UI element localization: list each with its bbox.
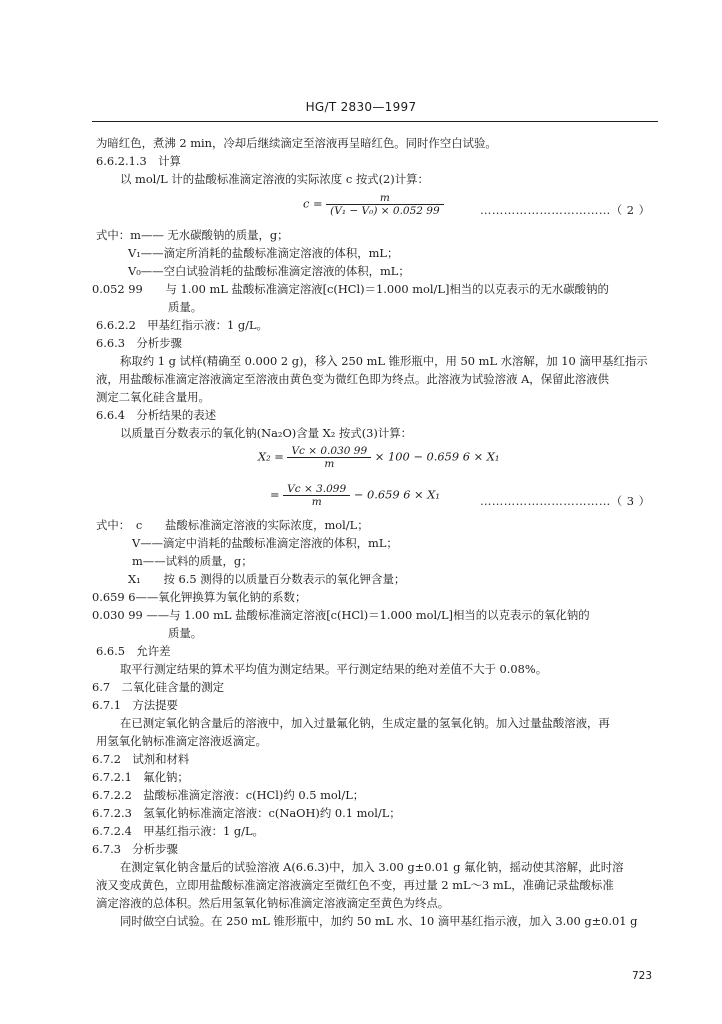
text-line: 在测定氧化钠含量后的试验溶液 A(6.6.3)中，加入 3.00 g±0.01 g 氟化钠，摇动使其溶解，此时溶 [120,860,624,874]
text-line: 0.030 99 ——与 1.00 mL 盐酸标准滴定溶液[c(HCl)＝1.000 mol/L]相当的以克表示的氧化钠的 [92,608,590,622]
text-line: 测定二氧化硅含量用。 [96,390,210,404]
text-line: 0.659 6——氧化钾换算为氧化钠的系数； [92,590,307,604]
equation-rest: × 100 − 0.659 6 × X₁ [374,449,500,464]
list-item: 6.7.2.2 盐酸标准滴定溶液：c(HCl)约 0.5 mol/L； [92,788,365,802]
fraction-denominator: (V₁ − V₀) × 0.052 99 [330,205,440,217]
text-line: 称取约 1 g 试样(精确至 0.000 2 g)，移入 250 mL 锥形瓶中，用 50 mL 水溶解，加 10 滴甲基红指示 [120,354,648,368]
equation-number: ……………………………（ 2 ） [480,203,651,217]
section-heading: 6.7.2 试剂和材料 [92,752,190,766]
text-line: 液，用盐酸标准滴定溶液滴定至溶液由黄色变为微红色即为终点。此溶液为试验溶液 A，保留此溶液供 [96,372,610,386]
text-line: V₀——空白试验消耗的盐酸标准滴定溶液的体积，mL； [128,264,410,278]
text-line: 式中：m—— 无水碳酸钠的质量，g； [96,228,289,242]
text-line: 为暗红色，煮沸 2 min，冷却后继续滴定至溶液再呈暗红色。同时作空白试验。 [96,136,497,150]
text-line: V——滴定中消耗的盐酸标准滴定溶液的体积，mL； [132,536,398,550]
list-item: 6.7.2.3 氢氧化钠标准滴定溶液：c(NaOH)约 0.1 mol/L； [92,806,401,820]
text-line: X₁ 按 6.5 测得的以质量百分数表示的氧化钾含量； [128,572,406,586]
text-line: 在已测定氧化钠含量后的溶液中，加入过量氟化钠，生成定量的氢氧化钠。加入过量盐酸溶液，再 [120,716,610,730]
equation-lhs: X₂ = [258,449,284,464]
document-header: HG/T 2830—1997 [305,100,417,114]
section-heading: 6.6.4 分析结果的表述 [96,408,217,422]
text-line: 质量。 [168,300,203,314]
text-line: 0.052 99 与 1.00 mL 盐酸标准滴定溶液[c(HCl)＝1.000 mol/L]相当的以克表示的无水碳酸钠的 [92,282,609,296]
text-line: 用氢氧化钠标准滴定溶液返滴定。 [96,734,267,748]
section-heading: 6.7 二氧化硅含量的测定 [92,680,225,694]
equation-lhs: = [270,487,280,502]
text-line: 液又变成黄色，立即用盐酸标准滴定溶液滴定至微红色不变，再过量 2 mL～3 mL，准确记录盐酸标准 [96,878,614,892]
equation-fraction [287,445,371,470]
list-item: 6.7.2.1 氟化钠； [92,770,189,784]
fraction-numerator: Vc × 0.030 99 [287,445,371,458]
section-heading: 6.6.2.1.3 计算 [96,154,181,168]
section-heading: 6.7.3 分析步骤 [92,842,178,856]
text-line: 同时做空白试验。在 250 mL 锥形瓶中，加约 50 mL 水、10 滴甲基红指示液，加入 3.00 g±0.01 g [120,914,638,928]
text-line: 取平行测定结果的算术平均值为测定结果。平行测定结果的绝对差值不大于 0.08%。 [120,662,548,676]
equation-3-line-2 [270,483,440,508]
text-line: V₁——滴定所消耗的盐酸标准滴定溶液的体积，mL； [128,246,399,260]
fraction-numerator: Vc × 3.099 [283,483,350,496]
section-heading: 6.6.3 分析步骤 [96,336,182,350]
header-rule [92,121,658,122]
section-heading: 6.6.5 允许差 [96,644,171,658]
equation-fraction [326,192,443,217]
section-heading: 6.6.2.2 甲基红指示液：1 g/L。 [96,318,268,332]
page-number: 723 [631,970,652,982]
text-line: 质量。 [168,626,203,640]
fraction-denominator: m [324,458,335,470]
equation-lhs: c = [303,196,323,211]
equation-fraction [283,483,350,508]
equation-3-line-1 [258,445,499,470]
text-line: 滴定溶液的总体积。然后用氢氧化钠标准滴定溶液滴定至黄色为终点。 [96,896,450,910]
text-line: 式中： c 盐酸标准滴定溶液的实际浓度，mol/L； [96,518,369,532]
text-line: 以质量百分数表示的氧化钠(Na₂O)含量 X₂ 按式(3)计算： [120,426,413,440]
fraction-denominator: m [311,496,322,508]
fraction-numerator: m [326,192,443,205]
section-heading: 6.7.1 方法提要 [92,698,178,712]
equation-number: ……………………………（ 3 ） [480,494,651,508]
text-line: m——试料的质量，g； [132,554,253,568]
equation-rest: − 0.659 6 × X₁ [353,487,440,502]
list-item: 6.7.2.4 甲基红指示液：1 g/L。 [92,824,264,838]
text-line: 以 mol/L 计的盐酸标准滴定溶液的实际浓度 c 按式(2)计算： [120,172,429,186]
equation-2 [303,192,444,217]
